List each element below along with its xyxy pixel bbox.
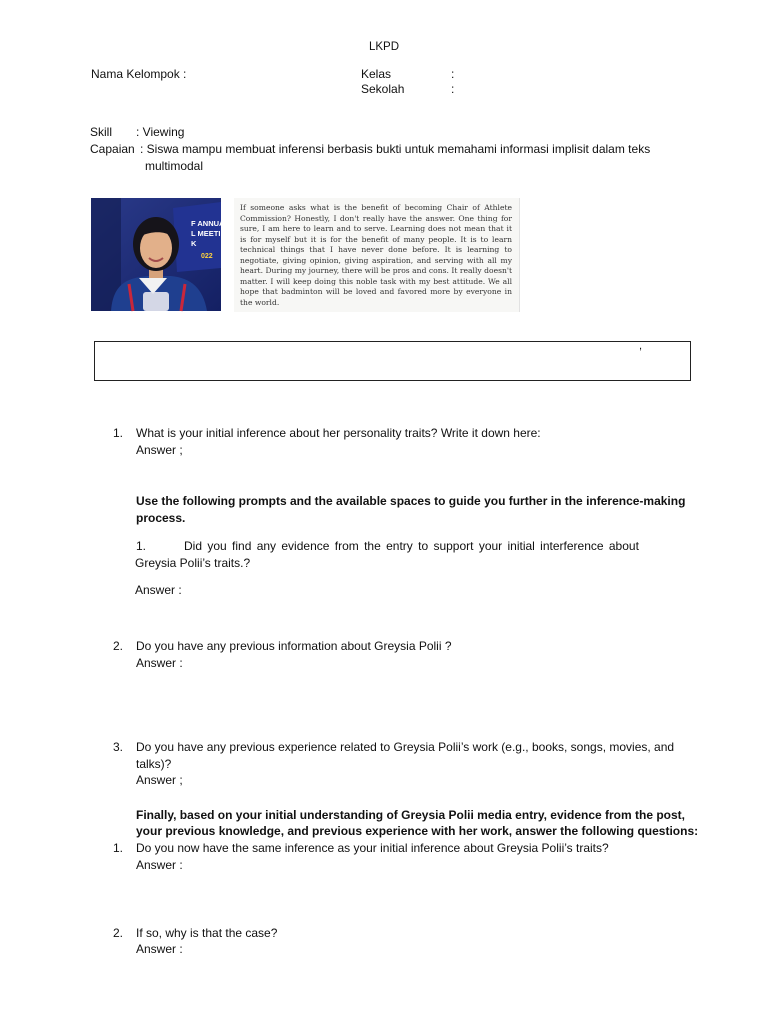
page-title: LKPD [368, 41, 400, 53]
skill-value: : Viewing [136, 125, 185, 139]
prompts-instruction: Use the following prompts and the available spaces to guide you further in the inference-making [136, 494, 686, 508]
athlete-photo-illustration [91, 198, 232, 311]
outcome-text-continued: multimodal [145, 159, 204, 173]
inference-box[interactable] [94, 341, 691, 381]
class-colon: : [451, 67, 455, 81]
question-1-answer-label: Answer ; [136, 443, 183, 457]
banner-text-3: K [191, 239, 197, 248]
final-instruction-continued: your previous knowledge, and previous experience with her work, answer the following questions: [136, 824, 699, 838]
final-question-2-text: If so, why is that the case? [136, 926, 278, 940]
banner-text-4: 022 [201, 253, 213, 260]
question-2-answer-label: Answer : [136, 656, 183, 670]
final-instruction: Finally, based on your initial understanding of Greysia Polii media entry, evidence from the post, [136, 808, 685, 822]
question-3-answer-label: Answer ; [136, 773, 183, 787]
question-3-number: 3. [113, 740, 124, 754]
media-entry-quote [234, 198, 520, 312]
class-label: Kelas [361, 67, 392, 81]
athlete-photo [91, 198, 232, 311]
question-2-text: Do you have any previous information about Greysia Polii ? [136, 639, 452, 653]
prompt-1-text-continued: Greysia Polii’s traits.? [135, 556, 251, 570]
prompt-1-number: 1. [136, 539, 147, 553]
quote-text: If someone asks what is the benefit of becoming Chair of Athlete Commission? Honestly, I don't really have the answer. One thing for sure, I am here to learn and to serve. Learning does not mean that it is for myself but it is for the benefit of many people. It is to learn technical things that I have never done before. It is learning to negotiate, giving opinion, giving aspiration, and serving with all my heart. During my journey, there will be pros and cons. It really doesn't matter. I will keep doing this noble task with my best attitude. We all hope that badminton will be loved and favored more by everyone in the world. [240, 203, 512, 307]
question-3-text: Do you have any previous experience related to Greysia Polii’s work (e.g., books, songs, movies, and [136, 740, 675, 754]
outcome-text: : Siswa mampu membuat inferensi berbasis bukti untuk memahami informasi implisit dalam teks [140, 142, 651, 156]
question-1-text: What is your initial inference about her personality traits? Write it down here: [136, 426, 541, 440]
final-question-1-answer-label: Answer : [136, 858, 183, 872]
prompts-instruction-continued: process. [136, 511, 186, 525]
school-colon: : [451, 82, 455, 96]
school-label: Sekolah [361, 82, 405, 96]
question-1-number: 1. [113, 426, 124, 440]
prompt-1-text: Did you find any evidence from the entry to support your initial interference about [184, 539, 639, 553]
banner-text-2: L MEETING [191, 229, 232, 238]
final-question-2-number: 2. [113, 926, 124, 940]
final-question-1-number: 1. [113, 841, 124, 855]
question-3-text-continued: talks)? [136, 757, 172, 771]
final-question-1-text: Do you now have the same inference as your initial inference about Greysia Polii’s traits? [136, 841, 609, 855]
skill-label: Skill [90, 125, 113, 139]
question-2-number: 2. [113, 639, 124, 653]
box-mark: , [638, 340, 642, 352]
outcome-label: Capaian [90, 142, 135, 156]
group-name-label: Nama Kelompok : [91, 67, 187, 81]
banner-text-1: F ANNUAL [191, 219, 230, 228]
prompt-1-answer-label: Answer : [135, 583, 182, 597]
final-question-2-answer-label: Answer : [136, 942, 183, 956]
